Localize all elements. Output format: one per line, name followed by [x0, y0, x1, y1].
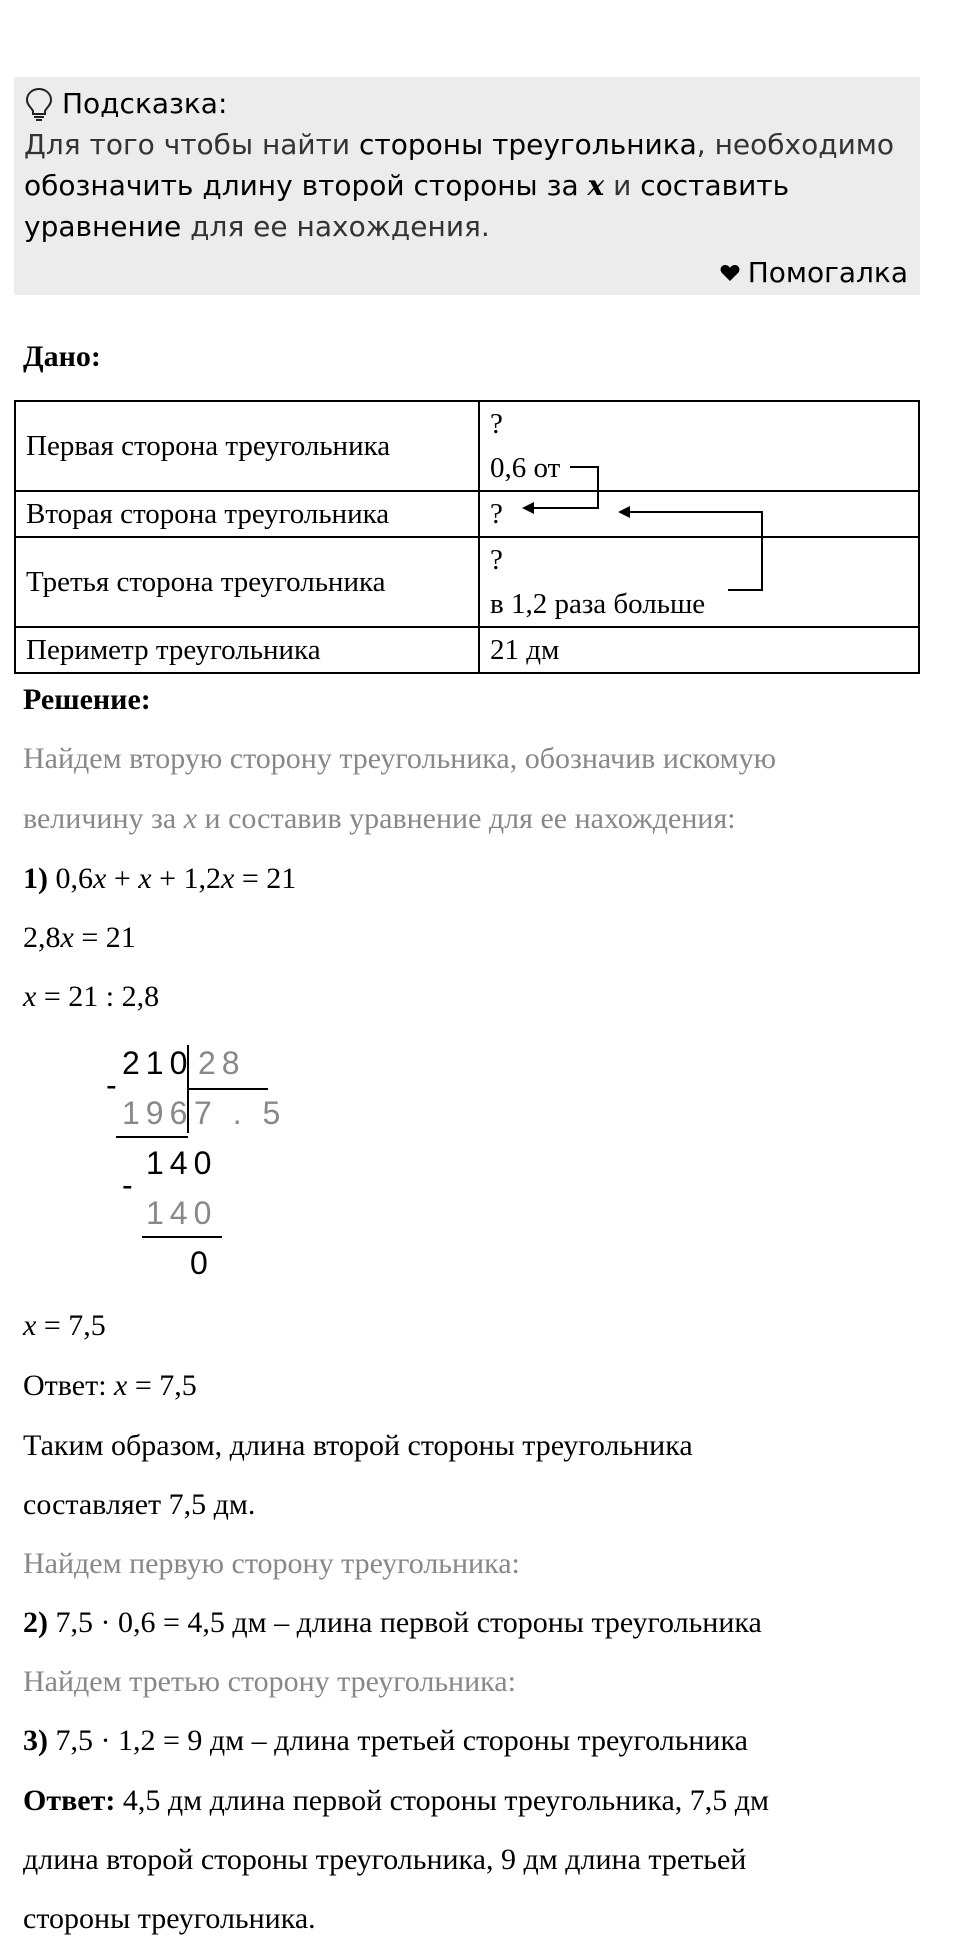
comment-line: Найдем первую сторону треугольника: [23, 1547, 520, 1580]
comment-line: Найдем третью сторону треугольника: [23, 1665, 516, 1698]
variable-x: x [23, 1309, 37, 1342]
final-answer-label: Ответ: [23, 1784, 116, 1817]
eq-part: + [106, 862, 139, 895]
hint-text-emphasis: стороны треугольника [359, 128, 697, 161]
hint-text-part: для ее нахождения. [181, 210, 490, 243]
eq-part: = 21 [234, 862, 297, 895]
table-row [15, 627, 919, 673]
dividend: 210 [122, 1045, 194, 1081]
eq-part: = 7,5 [36, 1309, 106, 1342]
quotient: 7 . 5 [194, 1095, 287, 1131]
eq-part: + 1,2 [151, 862, 221, 895]
step-line [23, 1724, 748, 1758]
answer-x [23, 1369, 197, 1403]
intro-text: величину за [23, 802, 184, 835]
variable-x: x [221, 862, 235, 895]
helper-label: Помогалка [747, 256, 908, 289]
final-answer-text: 4,5 дм длина первой стороны треугольника, 7,5 дм [115, 1784, 770, 1817]
table-row [15, 491, 919, 537]
hint-text [24, 124, 910, 247]
value-line: в 1,2 раза больше [490, 588, 706, 620]
value-line: 0,6 от [490, 452, 561, 484]
value-line: ? [490, 408, 503, 440]
given-title: Дано: [23, 340, 101, 373]
variable-x: x [183, 802, 198, 835]
step-text: 7,5 · 0,6 = 4,5 дм – длина первой стороны треугольника [48, 1606, 762, 1639]
step-number: 3) [23, 1724, 48, 1757]
value-line: ? [490, 544, 503, 576]
answer-value: = 7,5 [127, 1369, 197, 1402]
lightbulb-icon [24, 87, 54, 121]
solution-intro: Найдем вторую сторону треугольника, обозначив искомую [23, 742, 777, 775]
subtrahend: 196 [122, 1095, 194, 1131]
conclusion-line: Таким образом, длина второй стороны треугольника [23, 1429, 693, 1462]
conclusion-line: составляет 7,5 дм. [23, 1488, 256, 1521]
solution-title: Решение: [23, 683, 151, 716]
equation-line [23, 921, 136, 955]
minus-sign: - [106, 1067, 123, 1103]
hint-text-emphasis: обозначить длину второй стороны за [24, 169, 588, 202]
equation-line [23, 980, 159, 1014]
hint-text-part: , необходимо [696, 128, 895, 161]
eq-part: 0,6 [48, 862, 93, 895]
hint-text-part: и [604, 169, 641, 202]
intro-text: и составив уравнение для ее нахождения: [197, 802, 736, 835]
minus-sign: - [122, 1167, 139, 1203]
row-label: Периметр треугольника [15, 627, 479, 673]
table-row [15, 537, 919, 627]
hint-text-part: Для того чтобы найти [24, 128, 360, 161]
helper-link[interactable] [720, 252, 908, 293]
heart-icon [720, 264, 740, 282]
row-value [479, 401, 919, 491]
step-line [23, 1606, 762, 1640]
final-answer-line: стороны треугольника. [23, 1902, 316, 1935]
row-value [479, 537, 919, 627]
row-label: Третья сторона треугольника [15, 537, 479, 627]
variable-x: x [114, 1369, 128, 1402]
equation-line [23, 1309, 106, 1343]
solution-intro [23, 802, 736, 836]
long-division [100, 1045, 300, 1285]
variable-x: x [23, 980, 37, 1013]
final-answer-line: длина второй стороны треугольника, 9 дм длина третьей [23, 1843, 747, 1876]
hint-title: Подсказка: [62, 87, 228, 120]
subtrahend: 140 [146, 1195, 218, 1231]
answer-label: Ответ: [23, 1369, 115, 1402]
hint-box [14, 77, 920, 295]
remainder: 140 [146, 1145, 218, 1181]
divisor: 28 [198, 1045, 246, 1081]
given-table [14, 400, 920, 674]
hint-text-emphasis: уравнение [24, 210, 182, 243]
row-label: Вторая сторона треугольника [15, 491, 479, 537]
table-row [15, 401, 919, 491]
eq-part: 2,8 [23, 921, 61, 954]
equation-line [23, 862, 296, 896]
variable-x: x [93, 862, 107, 895]
row-value: ? [479, 491, 919, 537]
hint-variable: x [587, 169, 605, 202]
row-value: 21 дм [479, 627, 919, 673]
step-number: 1) [23, 862, 48, 895]
eq-part: = 21 [73, 921, 136, 954]
hint-header [24, 83, 910, 124]
variable-x: x [138, 862, 152, 895]
row-label: Первая сторона треугольника [15, 401, 479, 491]
variable-x: x [60, 921, 74, 954]
step-number: 2) [23, 1606, 48, 1639]
step-text: 7,5 · 1,2 = 9 дм – длина третьей стороны треугольника [48, 1724, 748, 1757]
division-lines [100, 1045, 300, 1285]
final-answer-line [23, 1784, 769, 1818]
eq-part: = 21 : 2,8 [36, 980, 160, 1013]
hint-text-emphasis: составить [640, 169, 790, 202]
remainder: 0 [190, 1245, 214, 1281]
